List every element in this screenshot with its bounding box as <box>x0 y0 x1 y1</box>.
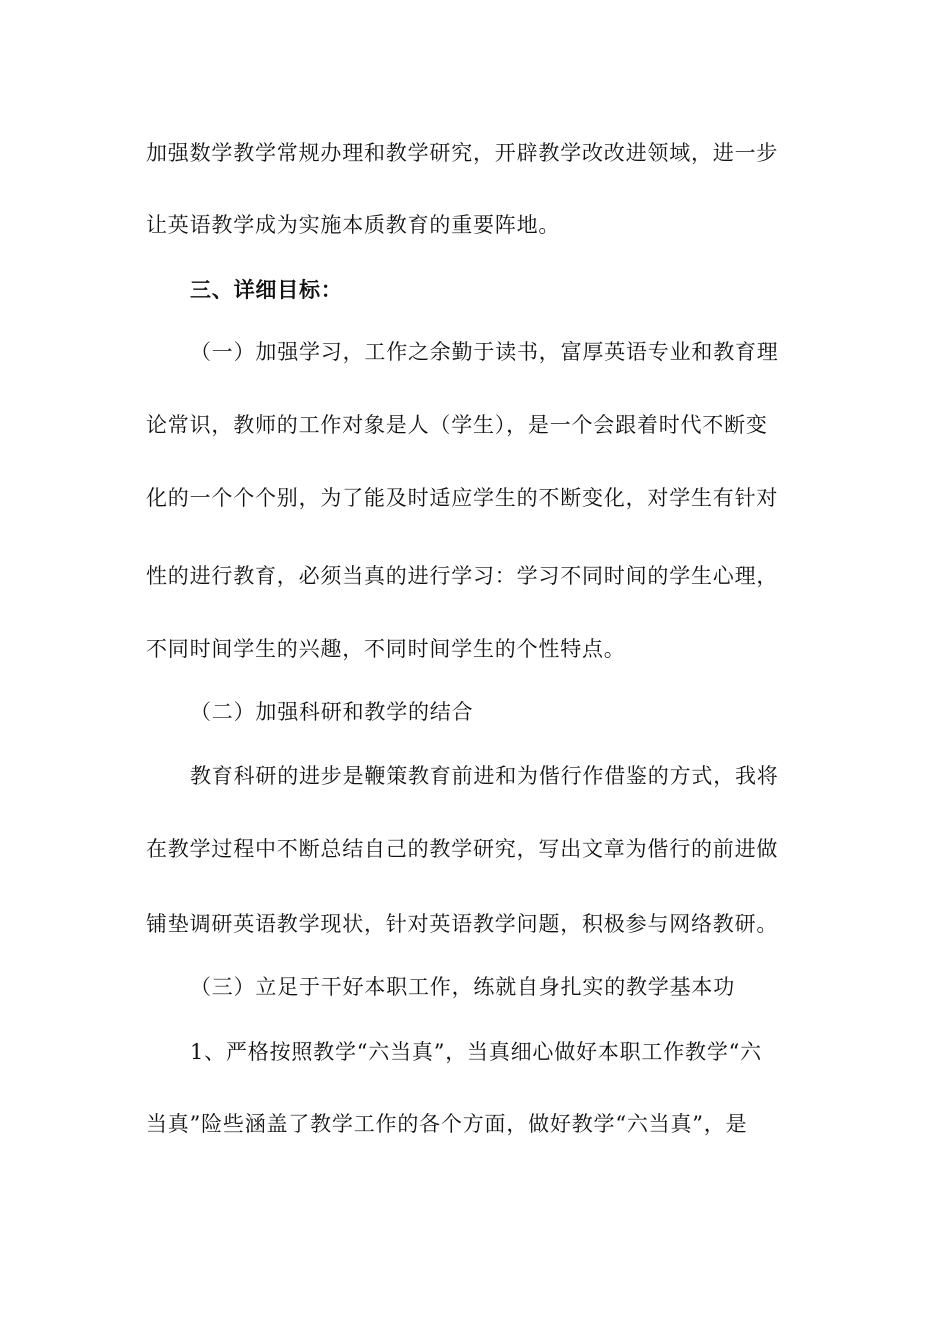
subsection-title: （三）立足于干好本职工作，练就自身扎实的教学基本功 <box>190 975 735 999</box>
paragraph-line: 1、严格按照教学“六当真”，当真细心做好本职工作教学“六 <box>190 1040 762 1064</box>
paragraph-line: 当真”险些涵盖了教学工作的各个方面，做好教学“六当真”，是 <box>146 1112 748 1136</box>
paragraph-line: 让英语教学成为实施本质教育的重要阵地。 <box>146 213 561 237</box>
paragraph-line: 在教学过程中不断总结自己的教学研究，写出文章为偕行的前进做 <box>146 837 779 861</box>
paragraph-line: 论常识，教师的工作对象是人（学生），是一个会跟着时代不断变 <box>146 413 768 437</box>
paragraph-line: 教育科研的进步是鞭策教育前进和为偕行作借鉴的方式，我将 <box>190 764 779 788</box>
paragraph-line: （一）加强学习，工作之余勤于读书，富厚英语专业和教育理 <box>190 340 779 364</box>
paragraph-line: 不同时间学生的兴趣，不同时间学生的个性特点。 <box>146 637 626 661</box>
paragraph-line: 性的进行教育，必须当真的进行学习：学习不同时间的学生心理， <box>146 564 779 588</box>
paragraph-line: 化的一个个个别，为了能及时适应学生的不断变化，对学生有针对 <box>146 486 779 510</box>
paragraph-line: 加强数学教学常规办理和教学研究，开辟教学改改进领域，进一步 <box>146 141 779 165</box>
paragraph-line: 铺垫调研英语教学现状，针对英语教学问题，积极参与网络教研。 <box>146 912 779 936</box>
section-heading: 三、详细目标： <box>190 277 343 302</box>
subsection-title: （二）加强科研和教学的结合 <box>190 700 474 724</box>
